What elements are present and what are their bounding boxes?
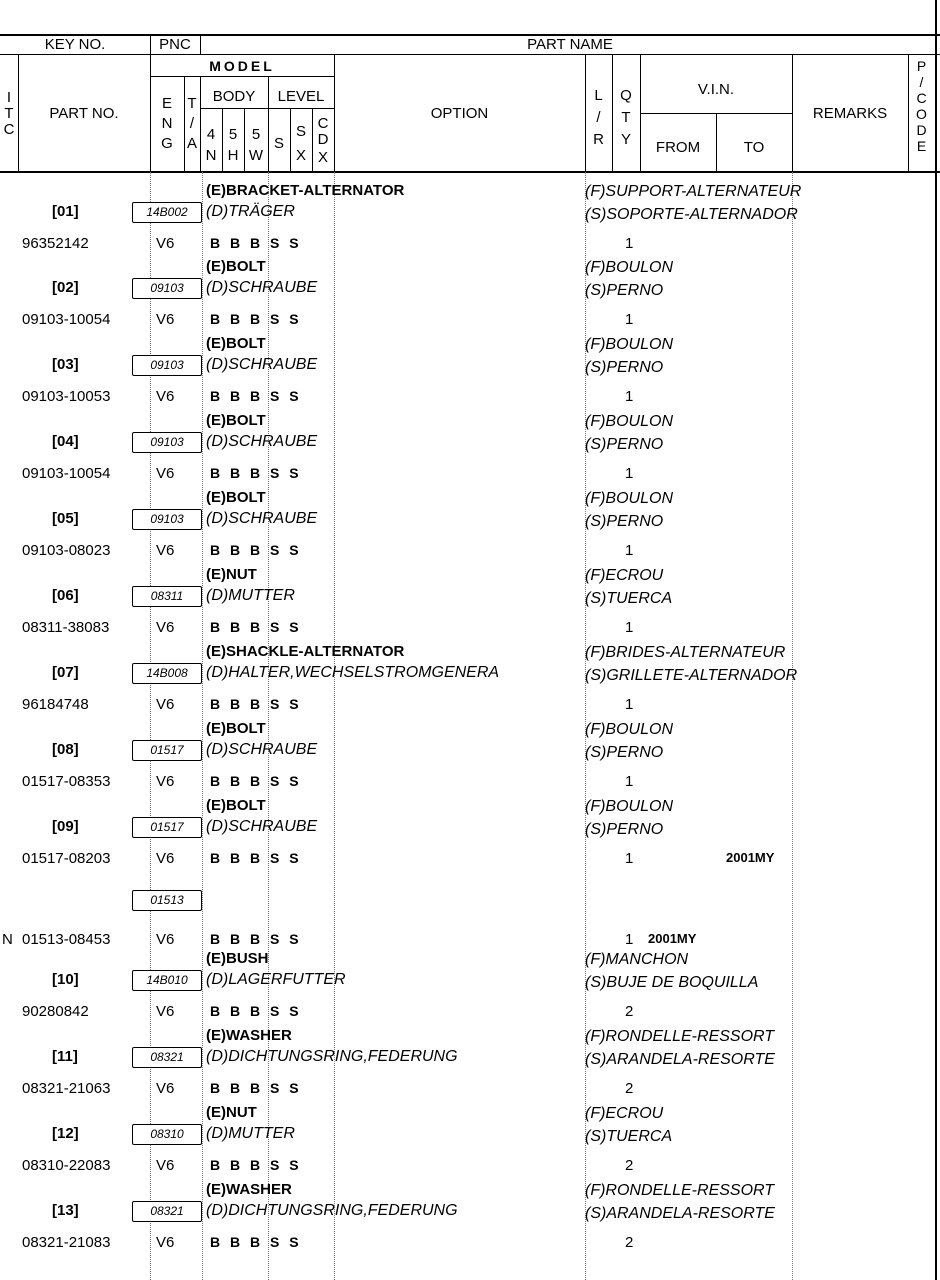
part-no: 08310-22083 [22,1157,111,1174]
engine-code: V6 [156,1080,175,1097]
key-no: [07] [52,664,79,681]
body-col-line [334,172,335,1280]
part-name-de: (D)SCHRAUBE [206,356,318,373]
part-name-en: (E)WASHER [206,1027,292,1044]
model-applicability: B B B S S [210,850,302,866]
pnc-box: 09103 [132,509,202,530]
body-col-line [268,172,269,1280]
part-no: 09103-10054 [22,311,111,328]
part-no: 08321-21083 [22,1234,111,1251]
engine-code: V6 [156,1234,175,1251]
quantity: 2 [625,1080,634,1097]
part-name-fr: (F)ECROU [585,567,664,584]
part-name-fr: (F)BOULON [585,721,673,738]
part-no: 01513-08453 [22,931,111,948]
part-name-en: (E)BOLT [206,797,266,814]
pnc-box: 01517 [132,740,202,761]
model-applicability: B B B S S [210,773,302,789]
engine-code: V6 [156,311,175,328]
part-no-header: PART NO. [49,105,119,122]
lr-letter: / [596,109,601,126]
part-name-en: (E)BOLT [206,258,266,275]
engine-code: V6 [156,931,175,948]
header-top-border [0,34,940,36]
part-name-es: (S)PERNO [585,821,664,838]
quantity: 1 [625,773,634,790]
pnc-box: 09103 [132,432,202,453]
quantity: 1 [625,465,634,482]
engine-code: V6 [156,619,175,636]
body-5w-bottom: W [248,147,264,164]
body-5w-top: 5 [251,126,261,143]
body-level-divider [200,108,334,109]
body-5h-top: 5 [228,126,238,143]
part-name-es: (S)BUJE DE BOQUILLA [585,974,759,991]
pnc-box: 08311 [132,586,202,607]
part-name-de: (D)MUTTER [206,587,295,604]
part-name-de: (D)SCHRAUBE [206,510,318,527]
vin-to-remark: 2001MY [726,850,775,865]
part-name-de: (D)SCHRAUBE [206,279,318,296]
part-name-en: (E)SHACKLE-ALTERNATOR [206,643,405,660]
part-name-fr: (F)RONDELLE-RESSORT [585,1028,775,1045]
quantity: 2 [625,1234,634,1251]
quantity: 1 [625,388,634,405]
header-bottom-border [0,171,940,173]
level-s: S [273,135,284,152]
ta-letter: / [189,115,195,132]
engine-code: V6 [156,388,175,405]
part-name-en: (E)BOLT [206,720,266,737]
part-name-de: (D)DICHTUNGSRING,FEDERUNG [206,1048,458,1065]
level-cdx-2: D [317,131,329,148]
key-no: [09] [52,818,79,835]
pnc-header: PNC [159,36,191,53]
pnc-box: 08310 [132,1124,202,1145]
body-5h-bottom: H [227,147,239,164]
vin-header: V.I.N. [697,81,735,98]
level-sx-top: S [295,123,306,140]
lr-letter: R [593,131,604,148]
pnc-box: 14B010 [132,970,202,991]
part-name-fr: (F)BRIDES-ALTERNATEUR [585,644,786,661]
engine-code: V6 [156,696,175,713]
engine-code: V6 [156,1003,175,1020]
quantity: 1 [625,931,634,948]
part-name-de: (D)HALTER,WECHSELSTROMGENERA [206,664,500,681]
level-cdx-3: X [317,149,328,166]
engine-code: V6 [156,773,175,790]
body-col-line [792,172,793,1280]
part-name-fr: (F)BOULON [585,490,673,507]
part-name-es: (S)PERNO [585,359,664,376]
part-name-en: (E)NUT [206,566,257,583]
pnc-box: 09103 [132,355,202,376]
key-no: [02] [52,279,79,296]
engine-code: V6 [156,1157,175,1174]
itc-letter: C [3,121,15,138]
part-no: 96184748 [22,696,89,713]
model-applicability: B B B S S [210,388,302,404]
pnc-box: 09103 [132,278,202,299]
model-applicability: B B B S S [210,696,302,712]
part-name-fr: (F)BOULON [585,259,673,276]
level-cdx-1: C [317,115,329,132]
part-no: 09103-08023 [22,542,111,559]
part-name-en: (E)BUSH [206,950,269,967]
lr-letter: L [594,87,603,104]
quantity: 1 [625,696,634,713]
pnc-box: 14B008 [132,663,202,684]
part-name-de: (D)LAGERFUTTER [206,971,346,988]
qty-letter: Q [620,87,632,104]
part-name-es: (S)PERNO [585,513,664,530]
eng-letter: G [161,135,173,152]
part-name-es: (S)TUERCA [585,1128,673,1145]
part-name-en: (E)BOLT [206,335,266,352]
quantity: 1 [625,850,634,867]
part-no: 08321-21063 [22,1080,111,1097]
part-name-de: (D)DICHTUNGSRING,FEDERUNG [206,1202,458,1219]
part-name-es: (S)PERNO [585,744,664,761]
body-header: BODY [212,88,256,105]
quantity: 1 [625,311,634,328]
engine-code: V6 [156,465,175,482]
part-name-de: (D)SCHRAUBE [206,818,318,835]
header-row-divider [0,54,940,55]
model-applicability: B B B S S [210,1003,302,1019]
option-header: OPTION [430,105,489,122]
model-applicability: B B B S S [210,311,302,327]
quantity: 2 [625,1157,634,1174]
part-name-en: (E)BOLT [206,489,266,506]
part-name-es: (S)ARANDELA-RESORTE [585,1205,775,1222]
model-applicability: B B B S S [210,931,302,947]
part-name-header: PART NAME [527,36,613,53]
pnc-box: 01513 [132,890,202,911]
model-divider [150,76,334,77]
vin-from-header: FROM [655,139,701,156]
key-no: [03] [52,356,79,373]
part-name-en: (E)WASHER [206,1181,292,1198]
part-name-fr: (F)SUPPORT-ALTERNATEUR [585,183,802,200]
part-name-en: (E)BOLT [206,412,266,429]
model-applicability: B B B S S [210,542,302,558]
part-name-es: (S)PERNO [585,436,664,453]
vin-from-remark: 2001MY [648,931,697,946]
part-name-fr: (F)BOULON [585,413,673,430]
model-applicability: B B B S S [210,1080,302,1096]
part-no: 01517-08353 [22,773,111,790]
key-no: [11] [52,1048,78,1065]
quantity: 1 [625,235,634,252]
part-name-fr: (F)ECROU [585,1105,664,1122]
part-no: 09103-10053 [22,388,111,405]
engine-code: V6 [156,235,175,252]
remarks-header: REMARKS [812,105,888,122]
engine-code: V6 [156,850,175,867]
part-name-es: (S)GRILLETE-ALTERNADOR [585,667,798,684]
qty-letter: T [621,109,631,126]
level-sx-bottom: X [295,147,306,164]
part-no: 08311-38083 [22,619,110,636]
part-name-fr: (F)MANCHON [585,951,689,968]
part-no: 01517-08203 [22,850,111,867]
part-name-de: (D)TRÄGER [206,203,295,220]
key-no: [05] [52,510,79,527]
pcode-letter: E [916,138,927,154]
engine-code: V6 [156,542,175,559]
pcode-letter: P [916,58,927,74]
eng-letter: N [161,115,173,132]
key-no: [06] [52,587,79,604]
part-name-en: (E)BRACKET-ALTERNATOR [206,182,405,199]
part-no: 96352142 [22,235,89,252]
key-no: [10] [52,971,79,988]
part-name-es: (S)TUERCA [585,590,673,607]
model-header: MODEL [209,58,275,74]
part-name-es: (S)PERNO [585,282,664,299]
part-name-de: (D)SCHRAUBE [206,433,318,450]
part-name-es: (S)ARANDELA-RESORTE [585,1051,775,1068]
quantity: 1 [625,619,634,636]
body-col-line [202,172,203,1280]
quantity: 2 [625,1003,634,1020]
pnc-box: 14B002 [132,202,202,223]
pnc-box: 01517 [132,817,202,838]
model-applicability: B B B S S [210,619,302,635]
eng-letter: E [161,95,172,112]
body-col-line [150,172,151,1280]
page-right-border [935,0,937,1280]
itc-letter: T [4,105,14,122]
key-no: [01] [52,203,79,220]
pcode-letter: D [916,122,927,138]
part-no: 90280842 [22,1003,89,1020]
part-no: 09103-10054 [22,465,111,482]
model-applicability: B B B S S [210,1157,302,1173]
qty-letter: Y [620,131,631,148]
key-no: [12] [52,1125,79,1142]
part-name-fr: (F)BOULON [585,798,673,815]
part-name-fr: (F)BOULON [585,336,673,353]
body-4n-bottom: N [205,147,217,164]
ta-letter: T [187,95,197,112]
model-applicability: B B B S S [210,1234,302,1250]
ta-letter: A [186,135,197,152]
body-4n-top: 4 [206,126,216,143]
model-applicability: B B B S S [210,465,302,481]
key-no-header: KEY NO. [44,36,106,53]
part-name-fr: (F)RONDELLE-RESSORT [585,1182,775,1199]
pcode-letter: C [916,90,927,106]
key-no: [13] [52,1202,79,1219]
level-header: LEVEL [277,88,325,105]
key-no: [08] [52,741,79,758]
pcode-letter: / [919,74,924,90]
pnc-box: 08321 [132,1047,202,1068]
itc-letter: I [6,89,12,106]
part-name-en: (E)NUT [206,1104,257,1121]
part-name-de: (D)MUTTER [206,1125,295,1142]
quantity: 1 [625,542,634,559]
part-name-es: (S)SOPORTE-ALTERNADOR [585,206,798,223]
key-no: [04] [52,433,79,450]
vin-to-header: TO [743,139,765,156]
pcode-letter: O [916,106,927,122]
pnc-box: 08321 [132,1201,202,1222]
part-name-de: (D)SCHRAUBE [206,741,318,758]
model-applicability: B B B S S [210,235,302,251]
itc-code: N [2,931,13,948]
